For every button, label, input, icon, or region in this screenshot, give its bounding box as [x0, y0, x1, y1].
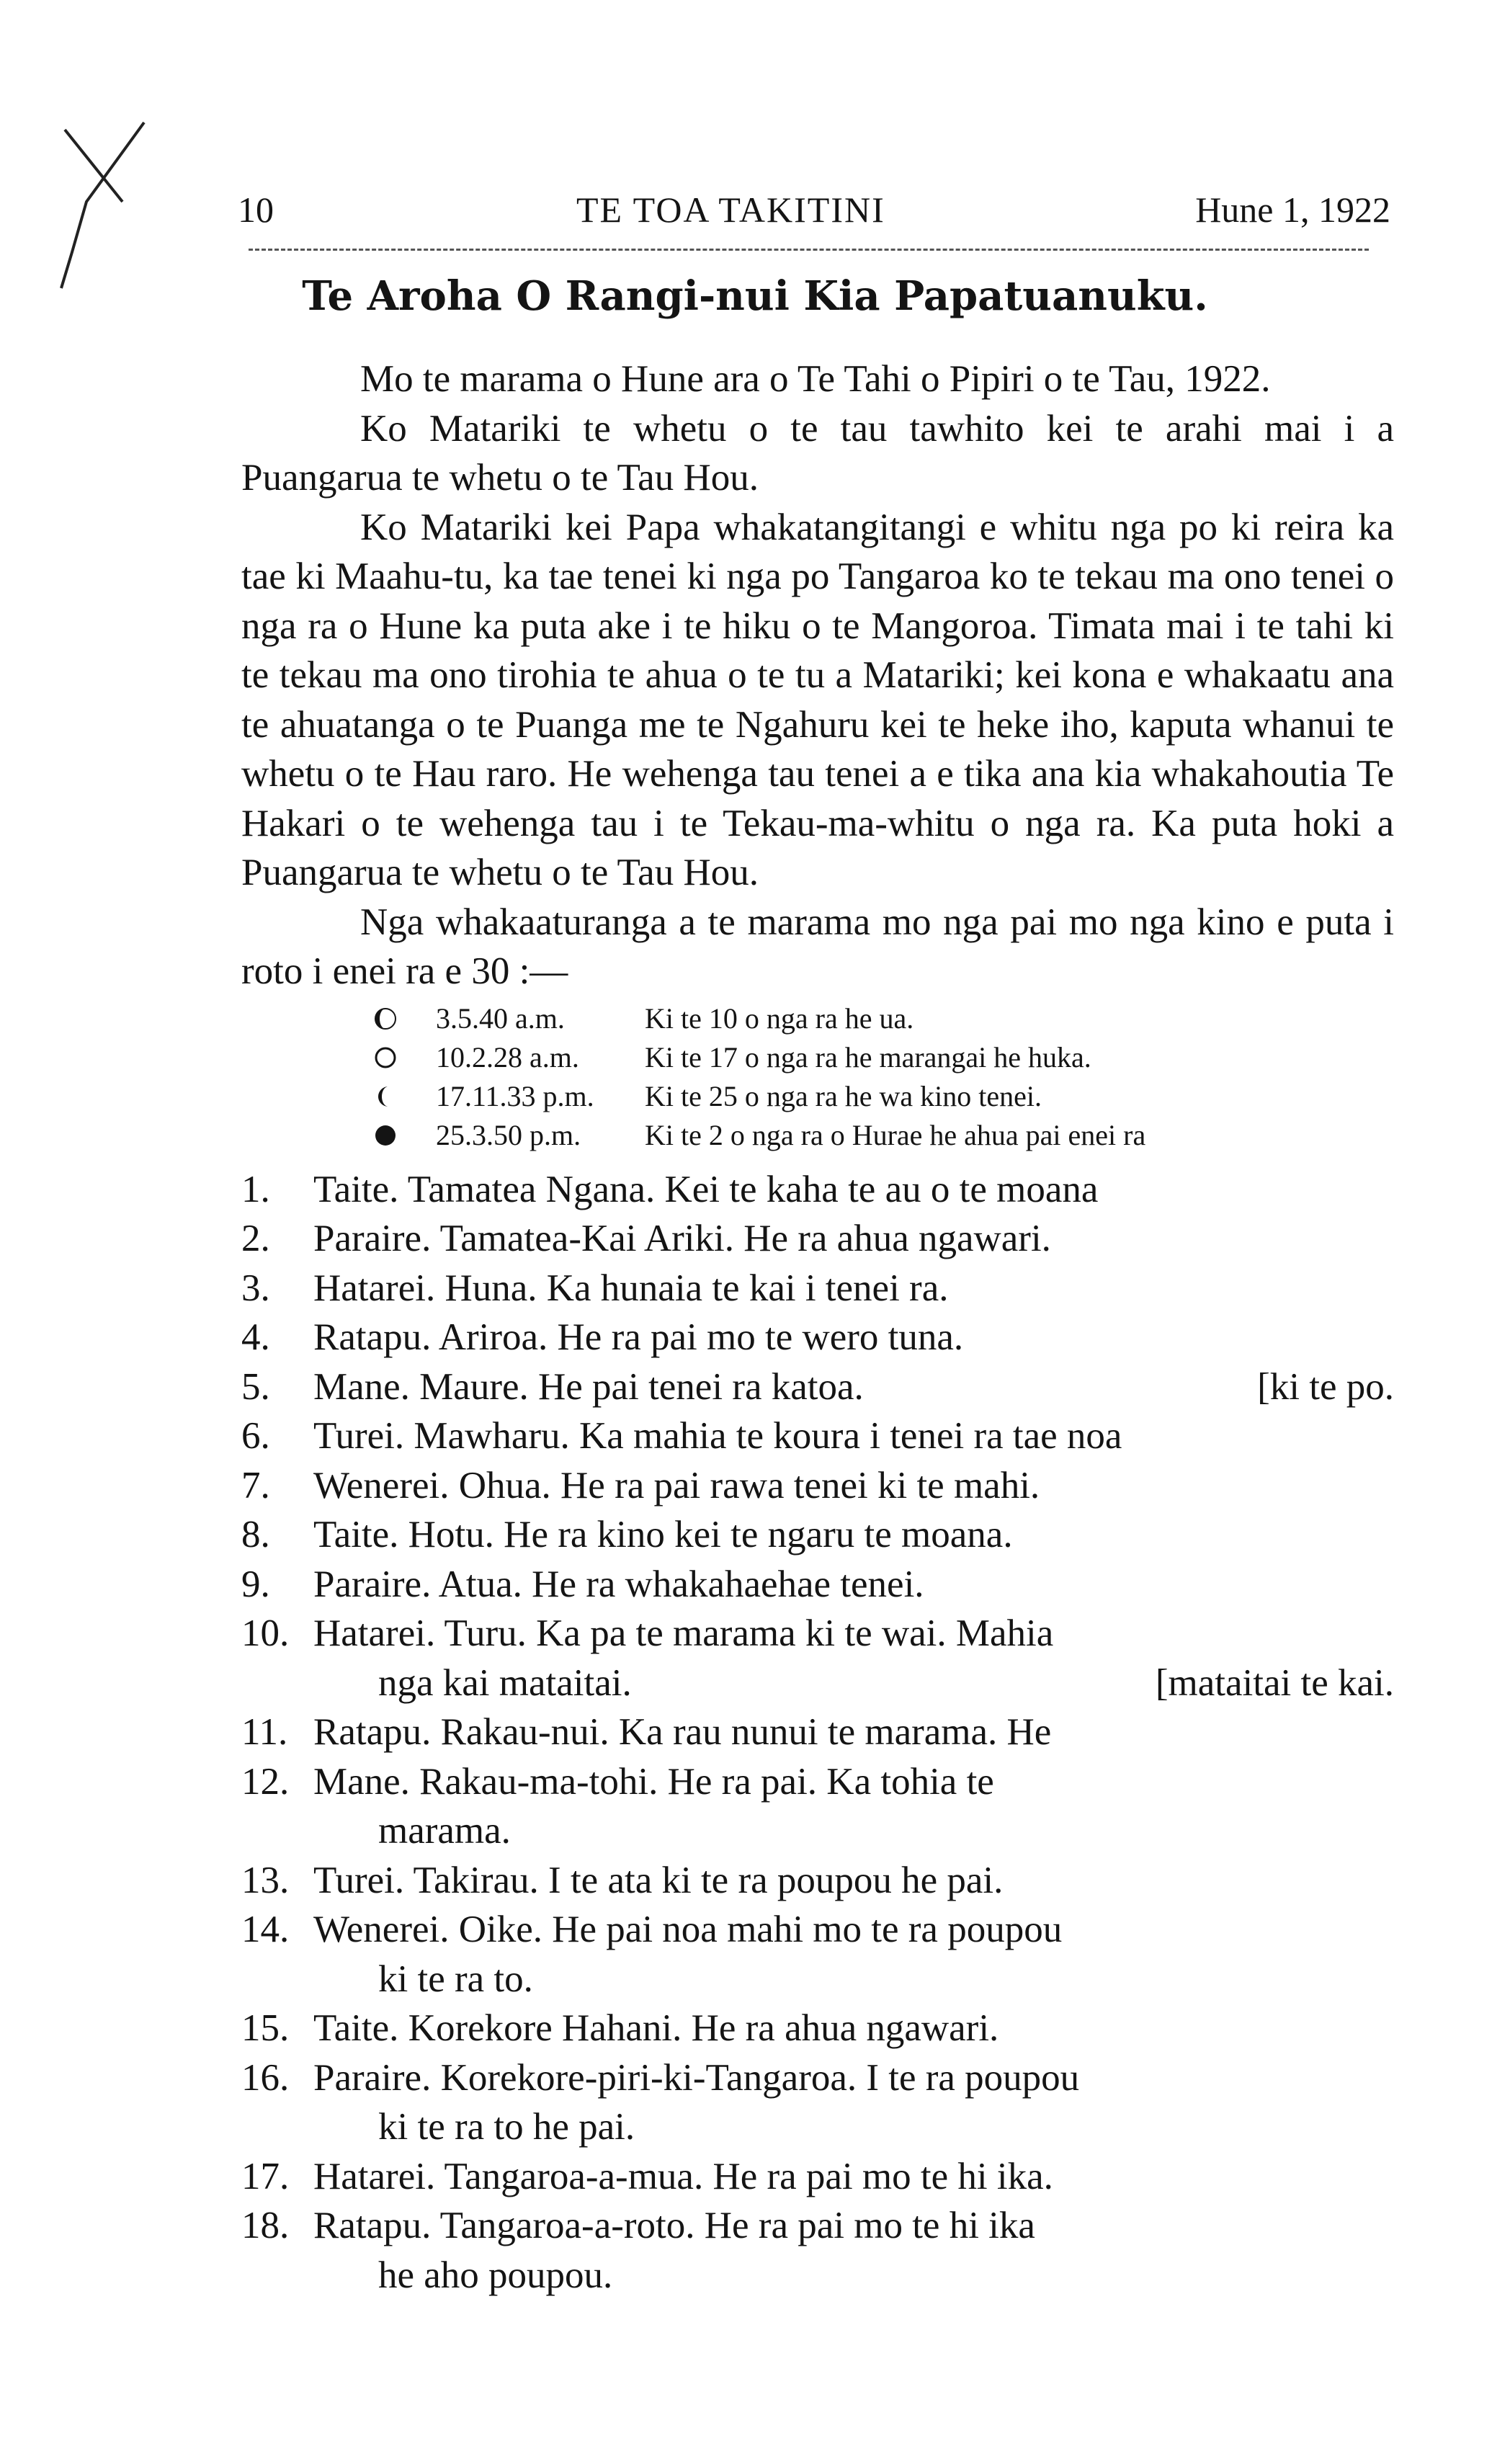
day-entry-1: 1. Taite. Tamatea Ngana. Kei te kaha te au o te moana: [241, 1168, 1099, 1210]
page-header: [238, 189, 1390, 239]
moon-phase-time: 25.3.50 p.m.: [436, 1118, 581, 1151]
day-entry-17: 17. Hatarei. Tangaroa-a-mua. He ra pai mo te hi ika.: [241, 2155, 1053, 2197]
moon-phase-row: [241, 1038, 1394, 1077]
day-entry-18-continuation: he aho poupou.: [378, 2254, 613, 2296]
article-title: Te Aroha O Rangi-nui Kia Papatuanuku.: [302, 272, 1208, 320]
day-entry-14-continuation: ki te ra to.: [378, 1958, 533, 2000]
turnover-note: [ki te po.: [1257, 1365, 1394, 1408]
paragraph-3: Ko Matariki kei Papa whakatangitangi e whitu nga po ki reira ka tae ki Maahu-tu, ka tae tenei ki nga po Tangaroa ko te tekau ma ono tenei o nga ra o Hune ka puta ake i te hiku o te Mangoroa. Timata mai i te tahi ki te tekau ma ono tirohia te ahua o te tu a Matariki; kei kona e whakaatu ana te ahuatanga o te Puanga me te Ngahuru kei te heke iho, kaputa whanui te whetu o te Hau raro. He wehenga tau tenei a e tika ana kia whakahoutia Te Hakari o te wehenga tau i te Tekau-ma-whitu o nga ra. Ka puta hoki a Puangarua te whetu o te Tau Hou.: [241, 506, 1394, 893]
moon-phase-text: Ki te 10 o nga ra he ua.: [645, 1001, 914, 1035]
day-entry-7: 7. Wenerei. Ohua. He ra pai rawa tenei ki te mahi.: [241, 1464, 1040, 1506]
paragraph-1: Mo te marama o Hune ara o Te Tahi o Pipiri o te Tau, 1922.: [360, 358, 1271, 400]
day-entry-12-continuation: marama.: [378, 1810, 511, 1852]
article-body: [241, 354, 1394, 2300]
moon-phase-time: 17.11.33 p.m.: [436, 1079, 594, 1112]
last-quarter-moon-icon: [364, 1085, 407, 1108]
full-moon-icon: [364, 1046, 407, 1069]
page-number: 10: [238, 189, 274, 230]
day-entry-16-continuation: ki te ra to he pai.: [378, 2106, 635, 2148]
day-entry-10-continuation: nga kai mataitai. [mataitai te kai.: [241, 1659, 1394, 1708]
paragraph-2: Ko Matariki te whetu o te tau tawhito kei te arahi mai i a Puangarua te whetu o te Tau Hou.: [241, 407, 1394, 499]
day-entry-15: 15. Taite. Korekore Hahani. He ra ahua ngawari.: [241, 2007, 999, 2049]
day-entry-9: 9. Paraire. Atua. He ra whakahaehae tenei.: [241, 1563, 924, 1605]
day-entry-18: 18. Ratapu. Tangaroa-a-roto. He ra pai mo te hi ika: [241, 2205, 1035, 2246]
new-moon-icon: [364, 1124, 407, 1147]
paragraph-4: Nga whakaaturanga a te marama mo nga pai mo nga kino e puta i roto i enei ra e 30 :—: [241, 901, 1394, 992]
day-entry-16: 16. Paraire. Korekore-piri-ki-Tangaroa. I te ra poupou: [241, 2056, 1080, 2099]
header-rule: [249, 249, 1369, 251]
moon-phase-time: 3.5.40 a.m.: [436, 1001, 565, 1035]
handwritten-x-mark-icon: [43, 108, 151, 295]
day-entry-2: 2. Paraire. Tamatea-Kai Ariki. He ra ahua ngawari.: [241, 1218, 1051, 1259]
day-entry-14: 14. Wenerei. Oike. He pai noa mahi mo te ra poupou: [241, 1909, 1063, 1950]
daily-forecast-list: [241, 1165, 1394, 2300]
moon-phase-time: 10.2.28 a.m.: [436, 1040, 579, 1073]
issue-date: Hune 1, 1922: [1195, 189, 1390, 230]
moon-phase-row: [241, 1077, 1394, 1116]
day-entry-5: 5. Mane. Maure. He pai tenei ra katoa. [ki te po.: [241, 1362, 1394, 1412]
moon-phase-text: Ki te 2 o nga ra o Hurae he ahua pai enei ra: [645, 1118, 1146, 1151]
running-title: TE TOA TAKITINI: [576, 189, 885, 230]
turnover-note: [mataitai te kai.: [1155, 1661, 1394, 1704]
day-entry-11: 11. Ratapu. Rakau-nui. Ka rau nunui te marama. He: [241, 1711, 1052, 1753]
moon-phase-row: [241, 999, 1394, 1038]
moon-phase-list: [241, 999, 1394, 1155]
day-entry-3: 3. Hatarei. Huna. Ka hunaia te kai i tenei ra.: [241, 1267, 949, 1309]
day-entry-6: 6. Turei. Mawharu. Ka mahia te koura i tenei ra tae noa: [241, 1415, 1122, 1457]
day-entry-10: 10. Hatarei. Turu. Ka pa te marama ki te wai. Mahia: [241, 1612, 1054, 1654]
first-quarter-moon-icon: [364, 1007, 407, 1030]
moon-phase-text: Ki te 17 o nga ra he marangai he huka.: [645, 1040, 1091, 1073]
moon-phase-row: [241, 1116, 1394, 1155]
moon-phase-text: Ki te 25 o nga ra he wa kino tenei.: [645, 1079, 1042, 1112]
day-entry-8: 8. Taite. Hotu. He ra kino kei te ngaru te moana.: [241, 1514, 1013, 1555]
day-entry-12: 12. Mane. Rakau-ma-tohi. He ra pai. Ka tohia te: [241, 1760, 994, 1803]
day-entry-13: 13. Turei. Takirau. I te ata ki te ra poupou he pai.: [241, 1859, 1004, 1901]
day-entry-4: 4. Ratapu. Ariroa. He ra pai mo te wero tuna.: [241, 1316, 964, 1358]
